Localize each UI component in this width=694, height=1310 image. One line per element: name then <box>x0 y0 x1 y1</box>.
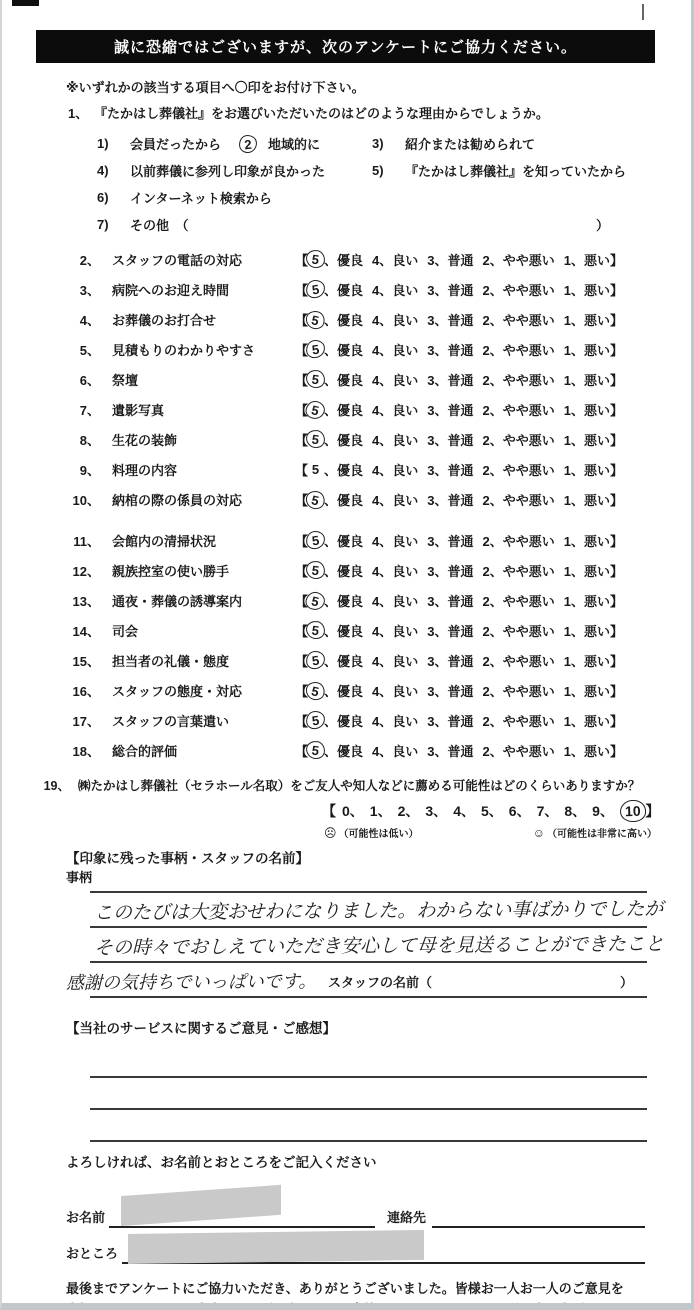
rating-scale <box>295 400 657 419</box>
rating-scale-item: 4、良い <box>372 563 419 579</box>
q19-scale-number: 1、 <box>369 803 392 819</box>
rating-scale-item: 3、普通 <box>427 623 474 639</box>
bracket-open: 【 <box>295 372 309 388</box>
option-1 <box>97 134 239 153</box>
bracket-open: 【 <box>295 623 309 639</box>
high-likelihood-label <box>533 825 655 840</box>
rating-scale <box>295 340 657 359</box>
ruled-line-row <box>90 1046 647 1078</box>
q1-options-row <box>97 157 655 184</box>
ruled-line-row <box>90 1110 647 1142</box>
question-number: 4、 <box>79 312 100 328</box>
option-label: その他 （ <box>130 218 189 233</box>
bracket-open: 【 <box>295 282 309 298</box>
q1-options-row <box>97 211 655 238</box>
rating-scale <box>295 460 657 479</box>
option-3 <box>372 134 535 153</box>
q1-options-row <box>97 130 655 157</box>
bracket-close: 】 <box>609 402 623 418</box>
option-label: 会員だったから <box>130 137 222 152</box>
scan-artifact <box>12 0 39 6</box>
option-label: 以前葬儀に参列し印象が良かった <box>130 164 326 179</box>
bracket-open: 【 <box>295 653 309 669</box>
handwritten-circle-mark: 2 <box>238 134 258 154</box>
name-field <box>109 1202 375 1228</box>
rating-top-label: 、優良 <box>324 713 364 729</box>
option-label: 『たかはし葬儀社』を知っていたから <box>405 164 627 179</box>
rating-scale-item: 1、悪い <box>563 492 610 508</box>
handwritten-circle-mark: 5 <box>305 530 326 550</box>
bracket-close: 】 <box>609 593 623 609</box>
handwritten-circle-mark: 5 <box>305 339 326 359</box>
bracket-close: 】 <box>609 743 623 759</box>
rating-top-label: 、優良 <box>324 492 364 508</box>
bracket-open: 【 <box>295 492 309 508</box>
rating-scale-item: 3、普通 <box>427 402 474 418</box>
bracket-open: 【 <box>295 312 309 328</box>
bracket-close: 】 <box>609 533 623 549</box>
question-19-title <box>40 778 655 795</box>
bracket-open: 【 <box>295 743 309 759</box>
rating-scale-item: 1、悪い <box>563 713 610 729</box>
rating-scale-item: 3、普通 <box>427 492 474 508</box>
option-number: 5) <box>372 163 384 178</box>
question-1 <box>68 105 691 123</box>
bracket-close: 】 <box>609 623 623 639</box>
handwritten-circle-mark: 5 <box>305 279 326 299</box>
question-label: 病院へのお迎え時間 <box>112 282 230 298</box>
rating-scale-item: 3、普通 <box>427 743 474 759</box>
q1-options-row <box>97 184 655 211</box>
q19-scale-legend <box>324 825 655 840</box>
rating-scale <box>295 250 657 269</box>
rating-top-label: 、優良 <box>324 312 364 328</box>
rating-top-label: 、優良 <box>324 593 364 609</box>
handwritten-circle-mark: 5 <box>305 650 326 670</box>
rating-question-row <box>64 675 657 705</box>
question-number: 5、 <box>79 342 100 358</box>
rating-scale-item: 2、やや悪い <box>482 282 555 298</box>
handwritten-comment-line: このたびは大変おせわになりました。わからない事ばかりでしたが <box>93 899 664 924</box>
rating-question-row <box>64 304 657 334</box>
rating-scale-item: 1、悪い <box>563 593 610 609</box>
address-field <box>122 1238 645 1264</box>
rating-top-label: 、優良 <box>324 533 364 549</box>
question-label: 総合的評価 <box>112 743 178 759</box>
q19-scale-number: 4、 <box>453 803 475 819</box>
bracket-close: 】 <box>609 462 623 478</box>
rating-scale-item: 1、悪い <box>563 623 610 639</box>
question-number: 2、 <box>79 252 100 268</box>
rating-scale-item: 2、やや悪い <box>482 492 555 508</box>
rating-question-row <box>64 735 657 765</box>
rating-question-row <box>64 244 657 274</box>
rating-top-label: 、優良 <box>324 372 364 388</box>
rating-scale-item: 2、やや悪い <box>482 743 555 759</box>
bracket-close: 】 <box>609 713 623 729</box>
rating-scale-item: 1、悪い <box>563 372 610 388</box>
handwritten-circle-mark: 5 <box>305 369 326 389</box>
rating-scale-item: 1、悪い <box>563 402 610 418</box>
bracket-open: 【 <box>295 462 309 478</box>
question-number: 13、 <box>72 593 100 609</box>
smiley-face-icon: ☺ <box>532 825 545 840</box>
question-number: 10、 <box>72 492 100 508</box>
instruction-note: ※いずれかの該当する項目へ〇印をお付け下さい。 <box>66 80 365 95</box>
rating-scale-item: 2、やや悪い <box>482 342 555 358</box>
rating-scale-item: 2、やや悪い <box>482 432 555 448</box>
ruled-line-row <box>90 928 664 963</box>
bracket-close: 】 <box>609 432 623 448</box>
rating-scale-item: 3、普通 <box>427 312 474 328</box>
question-number: 12、 <box>72 563 100 579</box>
bracket-close: 】 <box>609 312 623 328</box>
rating-scale-item: 2、やや悪い <box>482 372 555 388</box>
rating-scale-item: 1、悪い <box>563 312 610 328</box>
option-4 <box>97 161 372 180</box>
rating-scale-item: 1、悪い <box>563 252 610 268</box>
bracket-open: 【 <box>295 713 309 729</box>
impression-section-heading: 【印象に残った事柄・スタッフの名前】 <box>66 851 309 866</box>
bracket-open: 【 <box>295 533 309 549</box>
question-number: 16、 <box>72 683 100 699</box>
bracket-open: 【 <box>295 252 309 268</box>
q19-scale-number: 6、 <box>508 803 531 819</box>
question-number: 15、 <box>72 653 100 669</box>
paren-close: ） <box>619 975 633 990</box>
q1-options <box>97 130 655 238</box>
rating-question-row <box>64 424 657 454</box>
handwritten-circle-mark: 5 <box>304 489 327 511</box>
header-title: 誠に恐縮ではございますが、次のアンケートにご協力ください。 <box>113 39 578 56</box>
rating-scale-item: 2、やや悪い <box>482 402 555 418</box>
rating-question-row <box>64 555 657 585</box>
rating-question-row <box>64 585 657 615</box>
rating-scale-item: 1、悪い <box>563 563 610 579</box>
rating-scale-item: 4、良い <box>372 653 419 669</box>
option-6 <box>97 188 272 207</box>
rating-scale-item: 3、普通 <box>427 533 474 549</box>
question-number: 17、 <box>72 713 100 729</box>
rating-scale-item: 4、良い <box>372 432 419 448</box>
rating-scale <box>295 741 657 760</box>
question-label: 担当者の礼儀・態度 <box>112 653 230 669</box>
question-label: スタッフの電話の対応 <box>112 252 243 268</box>
rating-scale-item: 2、やや悪い <box>482 312 555 328</box>
rating-scale <box>295 621 657 640</box>
bracket-open: 【 <box>295 342 309 358</box>
rating-top-label: 、優良 <box>324 653 364 669</box>
rating-top-label: 、優良 <box>324 563 364 579</box>
rating-scale-item: 3、普通 <box>427 713 474 729</box>
q19-scale-number: 9、 <box>592 803 614 819</box>
rating-scale-item: 3、普通 <box>427 683 474 699</box>
rating-scale-item: 4、良い <box>372 623 419 639</box>
option-number: 7) <box>97 217 109 232</box>
rating-scale <box>295 591 657 610</box>
rating-scale <box>295 561 657 580</box>
rating-top-label: 、優良 <box>324 683 364 699</box>
question-label: 司会 <box>112 623 139 639</box>
impression-sub-label: 事柄 <box>66 870 93 885</box>
handwritten-circle-mark: 5 <box>305 429 326 449</box>
question-number: 14、 <box>72 623 100 639</box>
bracket-close: 】 <box>609 683 623 699</box>
bracket-close: 】 <box>645 803 660 819</box>
rating-scale-item: 3、普通 <box>427 593 474 609</box>
closing-message-line: 最後までアンケートにご協力いただき、ありがとうございました。皆様お一人お一人のご意見を <box>66 1281 624 1296</box>
rating-scale-item: 4、良い <box>372 713 419 729</box>
option-number: 4) <box>97 163 109 178</box>
question-label: 遺影写真 <box>112 402 165 418</box>
handwritten-circle-mark: 5 <box>305 740 326 760</box>
rating-scale-item: 4、良い <box>372 282 419 298</box>
question-label: 料理の内容 <box>112 462 178 478</box>
option-label: インターネット検索から <box>130 191 272 206</box>
rating-scale <box>295 711 657 730</box>
rating-scale-item: 2、やや悪い <box>482 462 555 478</box>
rating-scale-item: 4、良い <box>372 593 419 609</box>
handwritten-circle-mark: 5 <box>305 560 326 580</box>
low-likelihood-text: （可能性は低い） <box>338 829 419 840</box>
handwritten-circle-mark: 5 <box>304 309 327 331</box>
question-label: 会館内の清掃状況 <box>112 533 217 549</box>
contact-field <box>432 1202 645 1228</box>
q19-scale-numbers <box>322 800 660 822</box>
question-label: 納棺の際の係員の対応 <box>112 492 243 508</box>
question-19 <box>40 778 660 840</box>
scan-artifact <box>642 4 644 20</box>
question-label: 親族控室の使い勝手 <box>112 563 230 579</box>
bracket-close: 】 <box>609 563 623 579</box>
rating-top-label: 、優良 <box>324 623 364 639</box>
ruled-line-row <box>90 893 664 928</box>
question-label: スタッフの態度・対応 <box>112 683 243 699</box>
rating-question-row <box>64 334 657 364</box>
rating-scale-item: 4、良い <box>372 402 419 418</box>
rating-question-row <box>64 274 657 304</box>
rating-scale-item: 1、悪い <box>563 462 610 478</box>
bracket-open: 【 <box>295 683 309 699</box>
closing-message <box>66 1278 645 1310</box>
address-row <box>66 1234 645 1264</box>
rating-top-label: 、優良 <box>324 462 364 478</box>
question-text: 『たかはし葬儀社』をお選びいただいたのはどのような理由からでしょうか。 <box>94 106 549 121</box>
paren-close: ） <box>595 218 609 233</box>
rating-question-row <box>64 394 657 424</box>
bracket-open: 【 <box>295 563 309 579</box>
bracket-close: 】 <box>609 492 623 508</box>
question-text: ㈱たかはし葬儀社（セラホール名取）をご友人や知人などに薦める可能性はどのくらいありますか？ <box>78 779 641 793</box>
header-banner <box>36 30 655 63</box>
handwritten-circle-mark: 5 <box>305 620 326 640</box>
rating-scale-item: 4、良い <box>372 252 419 268</box>
rating-scale-item: 1、悪い <box>563 533 610 549</box>
low-likelihood-label <box>324 825 533 840</box>
rating-scale <box>295 430 657 449</box>
bracket-open: 【 <box>322 803 336 819</box>
q19-scale-number: 3、 <box>425 803 448 819</box>
bracket-close: 】 <box>609 372 623 388</box>
rating-scale-item: 1、悪い <box>563 743 610 759</box>
rating-question-row <box>64 454 657 484</box>
rating-scale-item: 1、悪い <box>563 653 610 669</box>
rating-scale-item: 3、普通 <box>427 432 474 448</box>
question-label: お葬儀のお打合せ <box>112 312 217 328</box>
rating-top-label: 、優良 <box>324 252 364 268</box>
rating-scale-item: 4、良い <box>372 312 419 328</box>
question-label: 通夜・葬儀の誘導案内 <box>112 593 243 609</box>
q19-scale-number: 0、 <box>342 803 364 819</box>
address-label: おところ <box>66 1246 119 1261</box>
rating-scale-item: 4、良い <box>372 683 419 699</box>
name-row <box>66 1198 645 1228</box>
high-likelihood-text: （可能性は非常に高い） <box>546 829 657 840</box>
rating-scale-item: 4、良い <box>372 743 419 759</box>
rating-top-label: 、優良 <box>324 402 364 418</box>
handwritten-circle-mark: 5 <box>304 680 327 702</box>
rating-scale <box>295 310 657 329</box>
rating-top-number: 5 <box>311 461 320 477</box>
rating-scale <box>295 681 657 700</box>
option-label: 紹介または勧められて <box>405 137 536 152</box>
bracket-close: 】 <box>609 342 623 358</box>
rating-top-label: 、優良 <box>324 282 364 298</box>
impression-writing-area <box>65 891 664 998</box>
rating-scale <box>295 490 657 509</box>
rating-scale-item: 1、悪い <box>563 683 610 699</box>
staff-name-label: スタッフの名前（ <box>328 975 433 990</box>
redaction-box <box>128 1230 424 1264</box>
handwritten-circle-mark: 5 <box>304 590 327 612</box>
rating-question-row <box>64 615 657 645</box>
rating-scale-item: 4、良い <box>372 372 419 388</box>
question-label: スタッフの言葉遣い <box>112 713 230 729</box>
ruled-line-row <box>90 1078 647 1110</box>
bracket-close: 】 <box>609 252 623 268</box>
opinion-section-heading: 【当社のサービスに関するご意見・ご感想】 <box>66 1021 336 1036</box>
rating-scale-item: 3、普通 <box>427 653 474 669</box>
contact-label: 連絡先 <box>387 1210 427 1225</box>
bracket-open: 【 <box>295 593 309 609</box>
rating-scale-item: 4、良い <box>372 342 419 358</box>
rating-scale-item: 1、悪い <box>563 432 610 448</box>
option-7-other <box>97 215 609 234</box>
rating-scale-item: 4、良い <box>372 533 419 549</box>
bracket-close: 】 <box>609 282 623 298</box>
rating-scale <box>295 370 657 389</box>
question-number: 8、 <box>79 432 100 448</box>
q19-scale-number: 2、 <box>397 803 420 819</box>
handwritten-comment-line: 感謝の気持ちでいっぱいです。 <box>65 971 317 994</box>
question-number: 11、 <box>73 533 100 549</box>
question-label: 祭壇 <box>112 372 139 388</box>
rating-question-row <box>64 364 657 394</box>
rating-scale-item: 1、悪い <box>563 342 610 358</box>
rating-scale-item: 2、やや悪い <box>482 563 555 579</box>
option-number: 3) <box>372 136 384 151</box>
handwritten-circle-mark: 5 <box>305 249 326 269</box>
rating-scale-item: 3、普通 <box>427 372 474 388</box>
rating-scale-item: 1、悪い <box>563 282 610 298</box>
rating-scale-item: 2、やや悪い <box>482 252 555 268</box>
rating-scale-item: 2、やや悪い <box>482 533 555 549</box>
rating-scale-item: 3、普通 <box>427 252 474 268</box>
rating-question-row <box>64 705 657 735</box>
question-label: 生花の装飾 <box>112 432 178 448</box>
ruled-line-row <box>65 963 647 998</box>
question-number: 19、 <box>43 779 70 793</box>
q19-scale-number: 7、 <box>536 803 559 819</box>
question-label: 見積もりのわかりやすさ <box>112 342 256 358</box>
rating-question-row <box>64 484 657 514</box>
rating-scale-item: 3、普通 <box>427 462 474 478</box>
handwritten-circle-mark: 5 <box>304 399 327 421</box>
redaction-box <box>121 1185 281 1226</box>
closing-message-line: 大切にして、サービス向上につなげて参ります。今後ともどうぞよろしくお願い申し上げます。 <box>66 1302 623 1310</box>
bracket-close: 】 <box>609 653 623 669</box>
rating-scale-item: 3、普通 <box>427 342 474 358</box>
option-number: 1) <box>97 136 109 151</box>
option-number: 6) <box>97 190 109 205</box>
question-number: 9、 <box>79 462 100 478</box>
question-number: 6、 <box>79 372 100 388</box>
rating-scale-item: 2、やや悪い <box>482 623 555 639</box>
bracket-open: 【 <box>295 402 309 418</box>
bracket-open: 【 <box>295 432 309 448</box>
handwritten-comment-line: その時々でおしえていただき安心して母を見送ることができたこと <box>93 934 664 959</box>
opinion-writing-area <box>90 1046 647 1142</box>
option-5 <box>372 161 626 180</box>
option-2-selected <box>239 134 372 153</box>
rating-question-row <box>64 525 657 555</box>
contact-prompt: よろしければ、お名前とおところをご記入ください <box>66 1155 377 1170</box>
question-number: 1、 <box>68 106 89 121</box>
rating-scale <box>295 651 657 670</box>
name-label: お名前 <box>66 1210 106 1225</box>
rating-scale <box>295 531 657 550</box>
rating-scale-item: 2、やや悪い <box>482 713 555 729</box>
rating-scale-item: 4、良い <box>372 492 419 508</box>
sad-face-icon: ☹ <box>324 825 337 840</box>
rating-scale-item: 4、良い <box>372 462 419 478</box>
rating-scale-item: 2、やや悪い <box>482 593 555 609</box>
rating-question-row <box>64 645 657 675</box>
rating-scale-item: 2、やや悪い <box>482 683 555 699</box>
rating-scale-item: 3、普通 <box>427 282 474 298</box>
question-number: 18、 <box>72 743 100 759</box>
handwritten-circle-mark: 5 <box>305 710 326 730</box>
rating-question-list <box>64 244 657 765</box>
rating-top-label: 、優良 <box>324 743 364 759</box>
question-number: 3、 <box>79 282 100 298</box>
q19-scale-number: 8、 <box>564 803 587 819</box>
option-label: 地域的に <box>268 137 321 152</box>
rating-scale-item: 3、普通 <box>427 563 474 579</box>
rating-scale-item: 2、やや悪い <box>482 653 555 669</box>
rating-top-label: 、優良 <box>324 432 364 448</box>
question-number: 7、 <box>79 402 100 418</box>
rating-top-label: 、優良 <box>324 342 364 358</box>
q19-scale-number: 5、 <box>480 803 503 819</box>
rating-scale <box>295 280 657 299</box>
handwritten-circle-mark: 10 <box>620 800 646 823</box>
